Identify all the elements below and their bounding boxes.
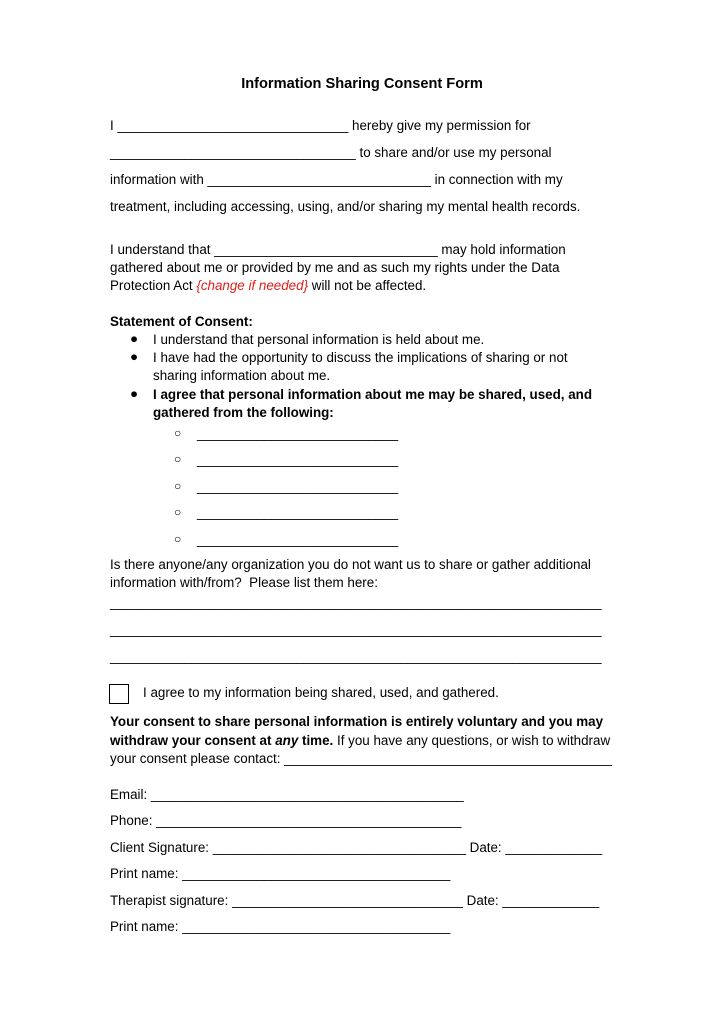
understand-line-3-start: Protection Act [110, 278, 197, 293]
understand-line-1: I understand that ______________________________ may hold information [110, 242, 566, 257]
circle-bullet-icon: ○ [174, 532, 182, 546]
form-title: Information Sharing Consent Form [241, 76, 483, 92]
voluntary-line-1: Your consent to share personal information is entirely voluntary and you may [110, 714, 604, 729]
agree-checkbox-label: I agree to my information being shared, used, and gathered. [143, 685, 499, 700]
permission-line-4: treatment, including accessing, using, and/or sharing my mental health records. [110, 199, 581, 214]
email-field[interactable]: Email: __________________________________________ [110, 787, 464, 802]
exclusion-blank-line-3[interactable]: __________________________________________________________________ [110, 649, 602, 664]
time-text: time. [298, 733, 334, 748]
bullet-item-2-cont: sharing information about me. [153, 368, 331, 383]
source-entry-4[interactable]: ___________________________ [197, 505, 399, 520]
understand-line-3-end: will not be affected. [308, 278, 427, 293]
withdraw-text: withdraw your consent at [110, 733, 276, 748]
bullet-icon: ● [130, 349, 139, 364]
permission-line-3: information with ______________________________ in connection with my [110, 172, 563, 187]
exclusion-blank-line-1[interactable]: __________________________________________________________________ [110, 595, 602, 610]
source-entry-2[interactable]: ___________________________ [197, 452, 399, 467]
client-print-name-field[interactable]: Print name: ____________________________________ [110, 866, 451, 881]
therapist-print-name-field[interactable]: Print name: ____________________________________ [110, 919, 451, 934]
circle-bullet-icon: ○ [174, 505, 182, 519]
exclusion-question-line-2: information with/from? Please list them here: [110, 575, 378, 590]
bullet-item-3-cont: gathered from the following: [153, 405, 334, 420]
contact-field[interactable]: your consent please contact: ____________________________________________ [110, 751, 612, 766]
bullet-item-2: I have had the opportunity to discuss the implications of sharing or not [153, 350, 568, 365]
bullet-item-1: I understand that personal information is held about me. [153, 332, 485, 347]
source-entry-1[interactable]: ___________________________ [197, 426, 399, 441]
exclusion-blank-line-2[interactable]: __________________________________________________________________ [110, 622, 602, 637]
change-if-needed-note: {change if needed} [196, 278, 309, 293]
circle-bullet-icon: ○ [174, 452, 182, 466]
agree-checkbox[interactable] [109, 684, 129, 704]
bullet-icon: ● [130, 386, 139, 401]
questions-text: If you have any questions, or wish to withdraw [333, 733, 611, 748]
any-emphasis: any [275, 733, 299, 748]
understand-line-2: gathered about me or provided by me and as such my rights under the Data [110, 260, 560, 275]
source-entry-3[interactable]: ___________________________ [197, 479, 399, 494]
circle-bullet-icon: ○ [174, 426, 182, 440]
circle-bullet-icon: ○ [174, 479, 182, 493]
permission-line-1: I _______________________________ hereby give my permission for [110, 118, 531, 133]
understand-line-3 [110, 277, 426, 295]
phone-field[interactable]: Phone: _________________________________________ [110, 813, 462, 828]
bullet-icon: ● [130, 331, 139, 346]
statement-heading: Statement of Consent: [110, 314, 253, 329]
permission-line-2: _________________________________ to share and/or use my personal [110, 145, 552, 160]
therapist-signature-field[interactable]: Therapist signature: _______________________________ Date: _____________ [110, 893, 600, 908]
bullet-item-3: I agree that personal information about me may be shared, used, and [153, 387, 593, 402]
voluntary-line-2 [110, 732, 610, 750]
source-entry-5[interactable]: ___________________________ [197, 532, 399, 547]
client-signature-field[interactable]: Client Signature: __________________________________ Date: _____________ [110, 840, 603, 855]
exclusion-question-line-1: Is there anyone/any organization you do not want us to share or gather additional [110, 557, 591, 572]
